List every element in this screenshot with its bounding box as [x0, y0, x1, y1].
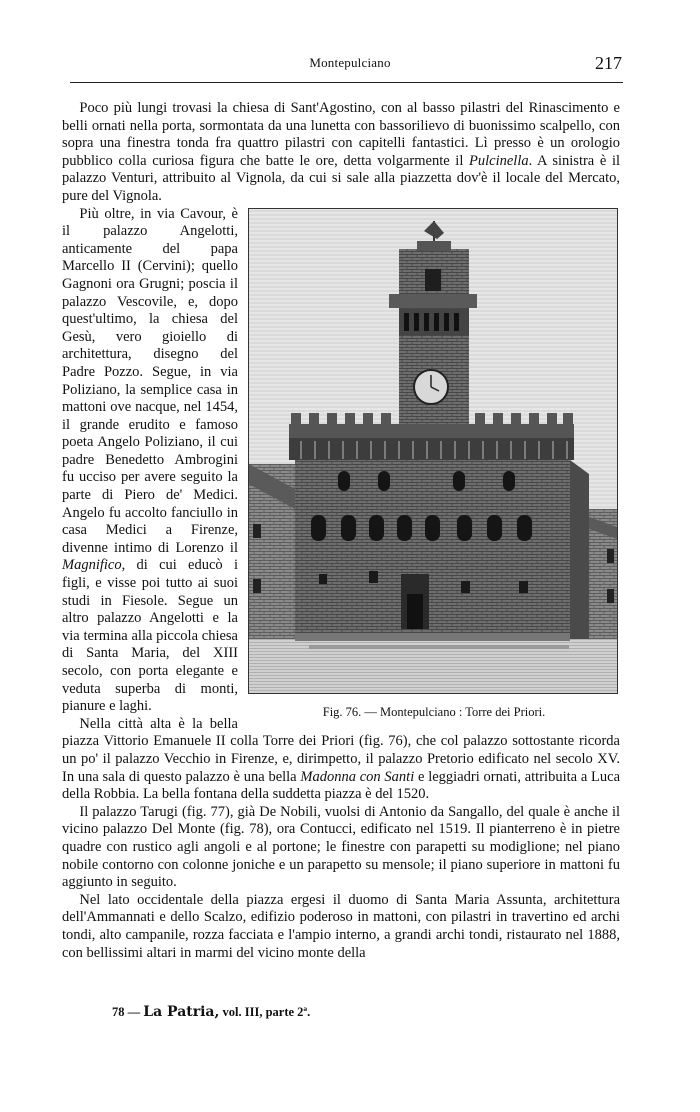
- running-title: Montepulciano: [309, 55, 391, 70]
- figure-torre-dei-priori: [248, 208, 620, 726]
- header-rule: [70, 82, 623, 83]
- paragraph-sant-agostino: Poco più lungi trovasi la chiesa di Sant'Agostino, con al basso pilastri del Rinascimento e belli ornati nella porta, sormontata da una lunetta con bassorilievo di buonissimo scalpello, con sopra una finestra tonda fra quattro pilastri con capitelli fantastici. Lì presso è un orologio pubblico colla curiosa figura che batte le ore, detta volgarmente il Pulcinella. A sinistra è il palazzo Venturi, attribuito al Vignola, da cui si sale alla piazzetta dov'è il locale del Mercato, pure del Vignola.: [62, 100, 621, 204]
- footer-brand: La Patria,: [143, 1004, 220, 1020]
- page-footer: [112, 1004, 310, 1020]
- footer-volume: vol. III, parte 2ª.: [219, 1005, 311, 1019]
- body-text: [62, 100, 620, 962]
- paragraph-via-cavour: Più oltre, in via Cavour, è il palazzo Angelotti, anticamente del papa Marcello II (Cervini); quello Gagnoni ora Grugni; poscia il palazzo Vescovile, e, dopo quest'ultimo, la chiesa del Gesù, vero gioiello di architettura, disegno del Padre Pozzo. Segue, in via Poliziano, la semplice casa in mattoni ove nacque, nel 1454, il grande erudito e famoso poeta Angelo Poliziano, il cui padre Benedetto Ambrogini fu ucciso per avere seguito la parte di Piero de' Medici. Angelo fu accolto fanciullo in casa Medici a Firenze, divenne intimo di Lorenzo il Magnifico, di cui educò i figli, e visse poi tutto ai suoi studi in Fiesole. Segue un altro palazzo Angelotti e la via termina alla piccola chiesa di Santa Maria, del XIII secolo, con porta elegante e veduta superba di monti, pianure e laghi.: [62, 205, 238, 715]
- italic-term: Pulcinella: [469, 152, 529, 169]
- footer-prefix: 78 —: [112, 1005, 144, 1019]
- paragraph-duomo: Nel lato occidentale della piazza ergesi il duomo di Santa Maria Assunta, architettura dell'Ammannati e dello Scalzo, edifizio poderoso in mattoni, con pilastri in travertino ed archi tondi, alto campanile, rozza facciata e l'ampio interno, a grandi archi tondi, ristaurato nel 1888, con bellissimi altari in marmi del vicino monte della: [62, 891, 620, 961]
- tower-engraving-drawing: [249, 209, 617, 693]
- page-number: 217: [595, 53, 622, 73]
- paragraph-citta-alta: Nella città alta è la bella piazza Vittorio Emanuele II colla Torre dei Priori (fig. 76), che col palazzo sottostante ricorda un po' il palazzo Vecchio in Firenze, e, dirimpetto, il palazzo Pretorio edificato nel secolo XV. In una sala di questo palazzo è una bella Madonna con Santi e leggiadri ornati, attribuita a Luca della Robbia. La bella fontana della suddetta piazza è del 1520.: [62, 715, 621, 803]
- figure-caption: Fig. 76. — Montepulciano : Torre dei Priori.: [322, 704, 546, 719]
- running-head: [70, 55, 630, 81]
- italic-term: Madonna con Santi: [300, 768, 415, 785]
- engraving-illustration: [248, 208, 618, 694]
- paragraph-palazzo-tarugi: Il palazzo Tarugi (fig. 77), già De Nobili, vuolsi di Antonio da Sangallo, del quale è anche il vicino palazzo Del Monte (fig. 78), ora Contucci, edificato nel 1519. Il pianterreno è in pietre quadre con rustico agli angoli e al portone; le finestre con parapetti su modiglione; nel piano nobile contorno con colonne joniche e un parapetto su mensole; il piano superiore in mattoni fu aggiunto in seguito.: [62, 803, 620, 891]
- italic-term: Magnifico: [62, 557, 122, 574]
